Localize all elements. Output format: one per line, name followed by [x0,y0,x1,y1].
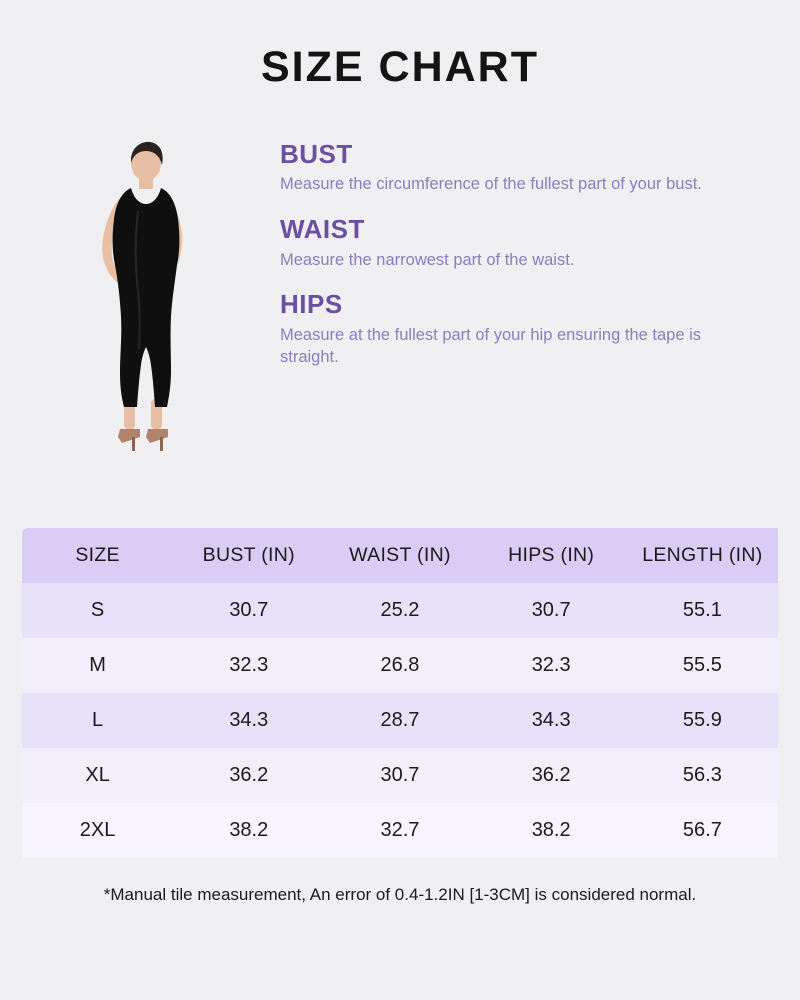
cell-waist: 32.7 [324,803,475,858]
cell-size: 2XL [22,803,173,858]
table-header-row [22,528,778,583]
cell-length: 56.3 [627,748,778,803]
cell-size: L [22,693,173,748]
definition-bust [280,141,766,196]
cell-length: 55.5 [627,638,778,693]
cell-waist: 25.2 [324,583,475,638]
page-title: SIZE CHART [261,43,539,91]
cell-waist: 28.7 [324,693,475,748]
cell-waist: 26.8 [324,638,475,693]
cell-size: S [22,583,173,638]
size-table-body [22,583,778,858]
cell-hips: 34.3 [476,693,627,748]
table-row [22,693,778,748]
column-header-length: LENGTH (IN) [627,528,778,583]
cell-size: XL [22,748,173,803]
size-table-head [22,528,778,583]
cell-bust: 32.3 [173,638,324,693]
cell-bust: 30.7 [173,583,324,638]
model-illustration-icon [52,141,228,461]
table-row [22,583,778,638]
cell-hips: 30.7 [476,583,627,638]
size-table-wrapper [22,528,778,858]
definition-bust-text: Measure the circumference of the fullest part of your bust. [280,175,702,194]
definition-hips-title: HIPS [280,289,343,320]
definition-bust-title: BUST [280,139,353,169]
definition-hips [280,291,766,368]
cell-waist: 30.7 [324,748,475,803]
cell-bust: 38.2 [173,803,324,858]
cell-length: 55.1 [627,583,778,638]
cell-hips: 36.2 [476,748,627,803]
definition-waist [280,216,766,271]
cell-size: M [22,638,173,693]
size-table [22,528,778,858]
table-row [22,748,778,803]
definition-waist-text: Measure the narrowest part of the waist. [280,250,575,269]
column-header-waist: WAIST (IN) [324,528,475,583]
table-row [22,803,778,858]
measurement-guide-section [0,89,800,461]
cell-length: 55.9 [627,693,778,748]
table-row [22,638,778,693]
column-header-bust: BUST (IN) [173,528,324,583]
definition-waist-title: WAIST [280,214,365,245]
column-header-size: SIZE [22,528,173,583]
cell-length: 56.7 [627,803,778,858]
cell-bust: 34.3 [173,693,324,748]
column-header-hips: HIPS (IN) [476,528,627,583]
model-figure [40,133,240,461]
cell-bust: 36.2 [173,748,324,803]
measurement-footnote: *Manual tile measurement, An error of 0.4-1.2IN [1-3CM] is considered normal. [103,885,697,904]
measurement-definitions [240,133,766,369]
cell-hips: 38.2 [476,803,627,858]
cell-hips: 32.3 [476,638,627,693]
definition-hips-text: Measure at the fullest part of your hip ensuring the tape is straight. [280,325,701,366]
